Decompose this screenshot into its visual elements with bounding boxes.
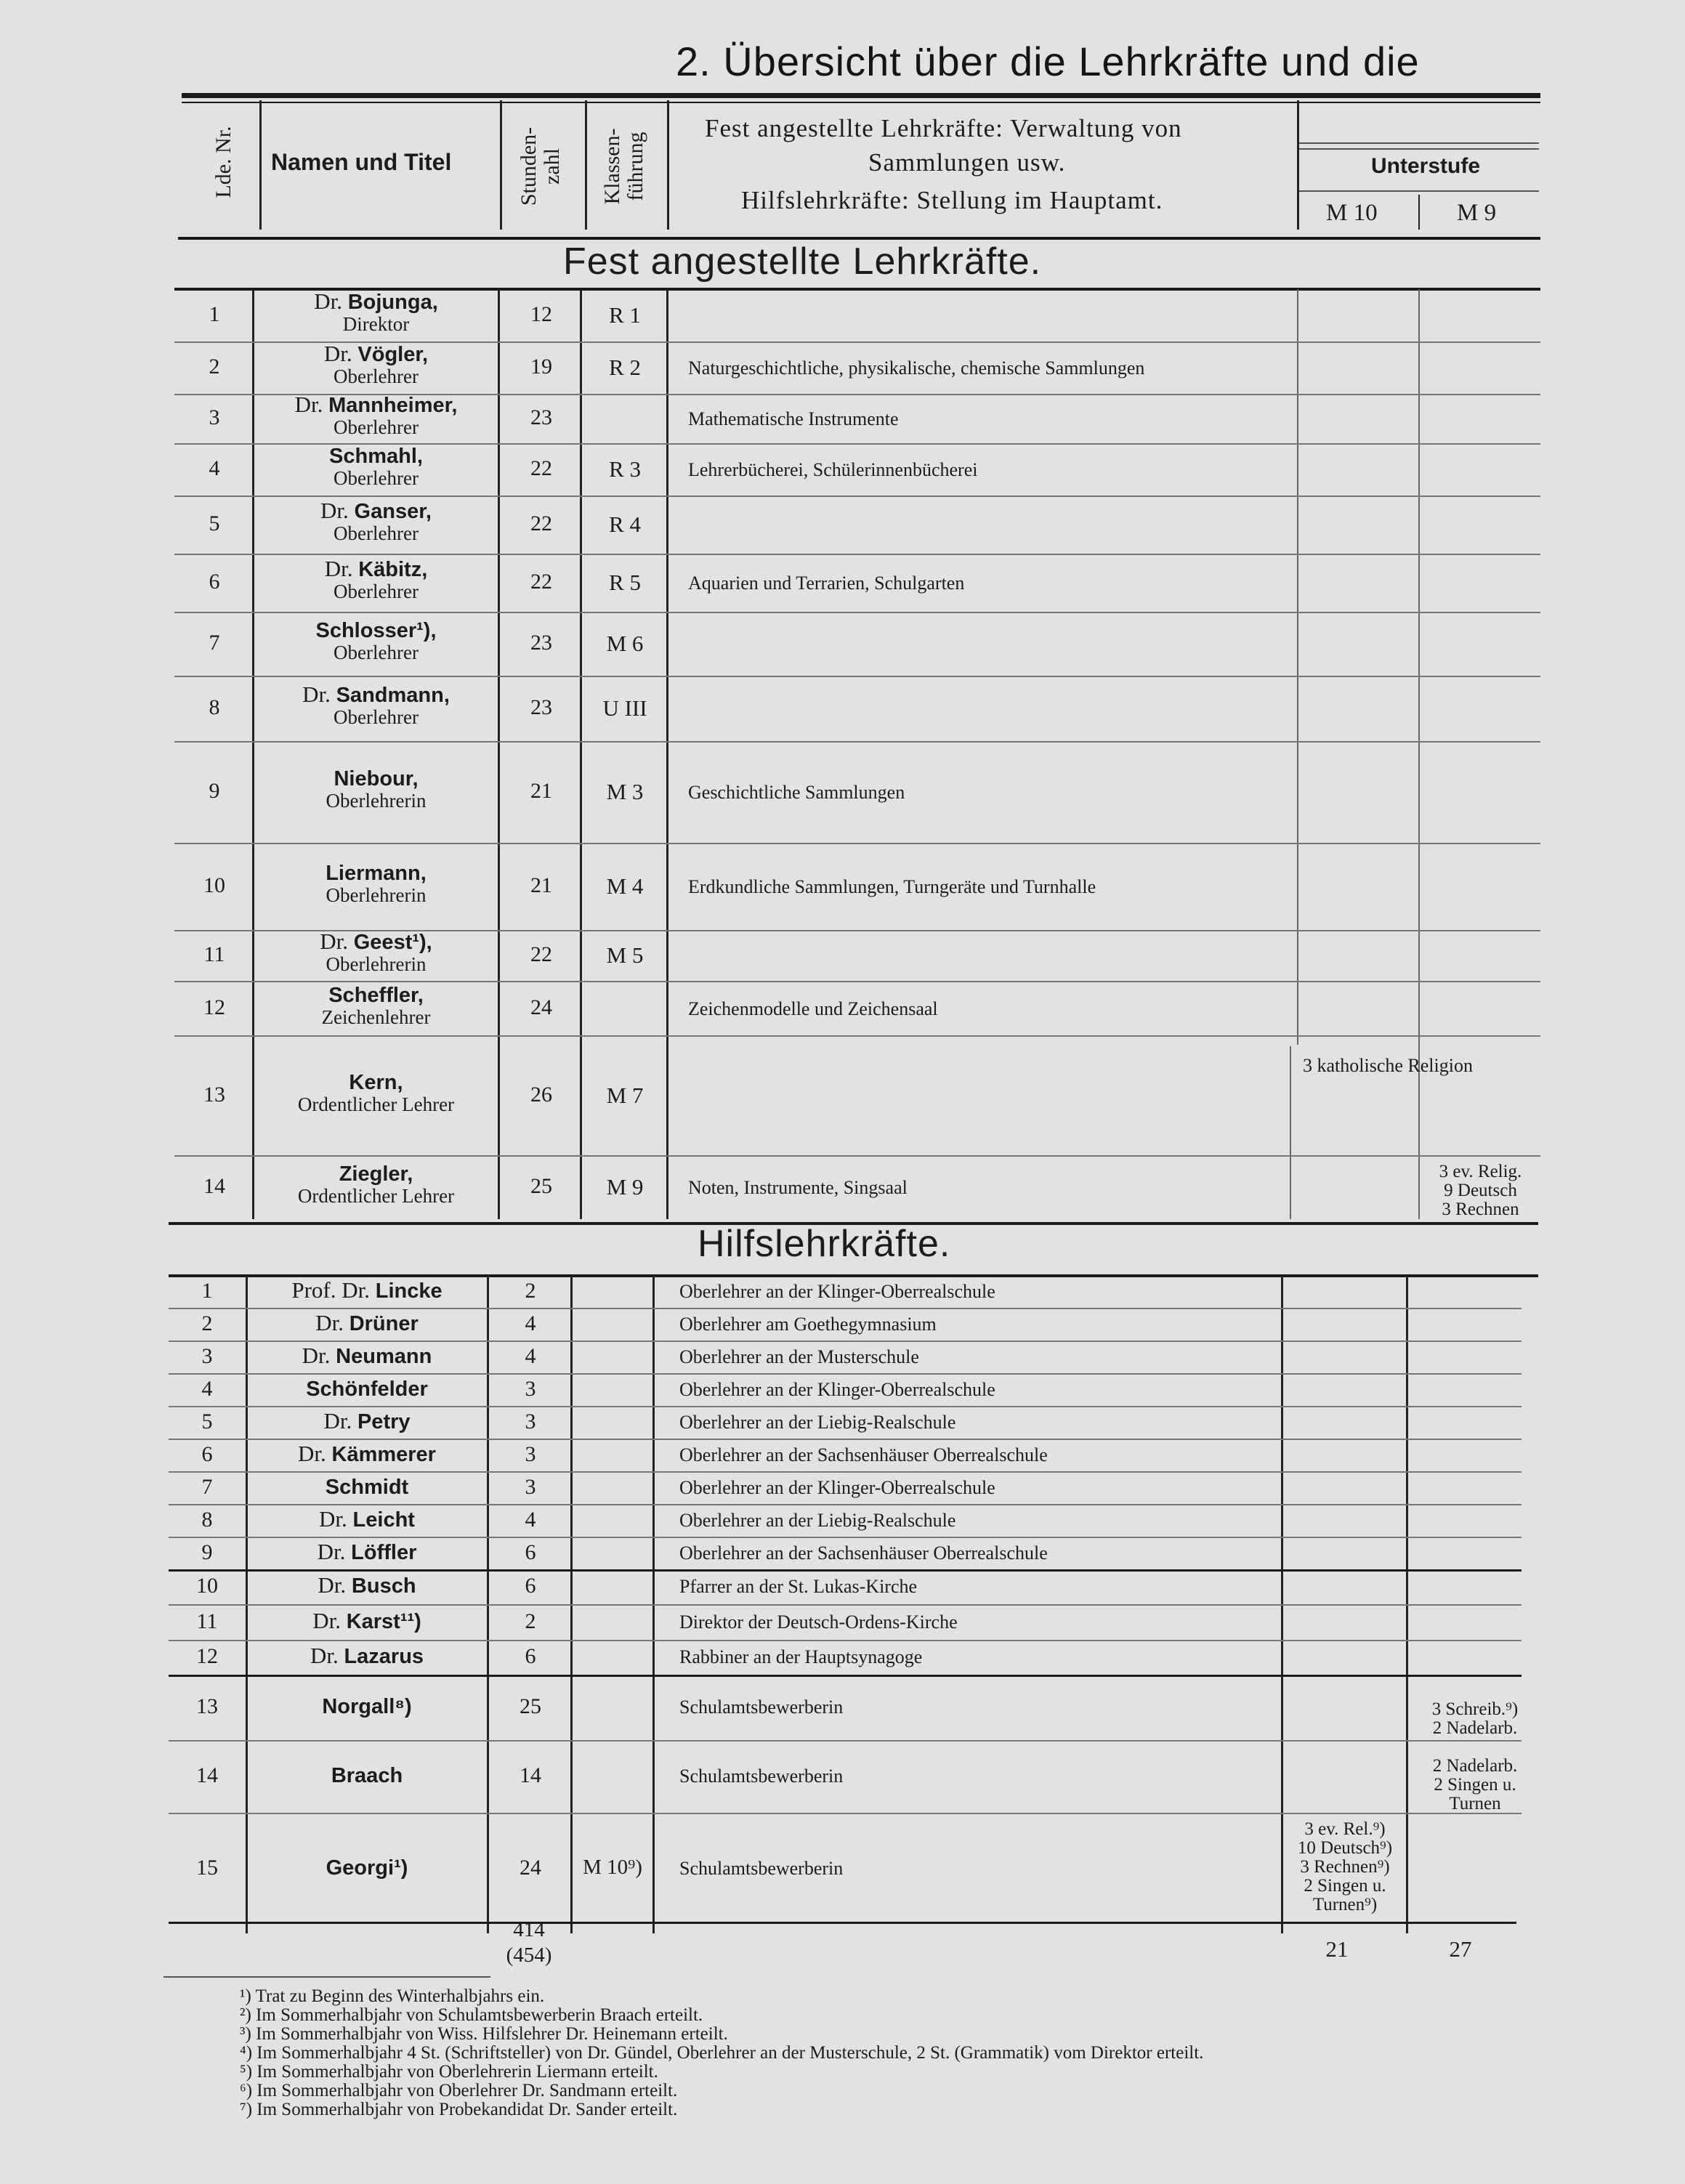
row-line [169, 1340, 1522, 1342]
header-divider [500, 100, 502, 230]
row-number: 6 [209, 570, 220, 594]
row-number: 11 [196, 1609, 218, 1633]
row-line [169, 1675, 1522, 1677]
header-divider [585, 100, 587, 230]
header-desc-2: Sammlungen usw. [868, 148, 1066, 177]
top-rule [182, 93, 1540, 98]
klasse-value: R 4 [609, 511, 641, 537]
stunden-value: 23 [530, 631, 552, 655]
stunden-value: 4 [525, 1311, 536, 1335]
footnote: ⁶) Im Sommerhalbjahr von Oberlehrer Dr. Sandmann erteilt. [240, 2081, 678, 2100]
row-number: 7 [209, 631, 220, 655]
teacher-name: Dr. Lazarus [310, 1643, 424, 1668]
teacher-name: Ziegler, Ordentlicher Lehrer [297, 1162, 455, 1207]
main-position: Oberlehrer am Goethegymnasium [679, 1313, 937, 1335]
main-position: Direktor der Deutsch-Ordens-Kirche [679, 1611, 958, 1633]
duty-description: Naturgeschichtliche, physikalische, chemische Sammlungen [688, 357, 1145, 379]
stunden-value: 3 [525, 1441, 536, 1466]
klasse-value: M 6 [606, 631, 644, 656]
stunden-value: 25 [530, 1174, 552, 1198]
duty-description: Geschichtliche Sammlungen [688, 782, 905, 803]
klasse-value: M 10⁹) [583, 1855, 642, 1879]
teacher-name: Dr. Löffler [317, 1538, 417, 1564]
top-rule-thin [182, 102, 1540, 103]
row-line [169, 1537, 1522, 1538]
stunden-value: 22 [530, 456, 552, 480]
row-number: 12 [203, 995, 225, 1019]
column-divider [1290, 1046, 1291, 1219]
main-position: Schulamtsbewerberin [679, 1696, 844, 1718]
teacher-name: Scheffler, Zeichenlehrer [321, 983, 431, 1028]
stunden-value: 4 [525, 1507, 536, 1532]
teacher-name: Dr. Bojunga, Direktor [314, 288, 438, 335]
row-number: 2 [209, 355, 220, 379]
row-line [174, 843, 1540, 844]
main-position: Oberlehrer an der Liebig-Realschule [679, 1509, 956, 1531]
stunden-value: 4 [525, 1343, 536, 1368]
stunden-value: 6 [525, 1644, 536, 1668]
row-line [169, 1740, 1522, 1742]
header-stunden: Stunden- zahl [517, 126, 564, 206]
row-number: 4 [201, 1376, 213, 1401]
main-position: Oberlehrer an der Klinger-Oberrealschule [679, 1476, 995, 1498]
header-desc-1: Fest angestellte Lehrkräfte: Verwaltung von [705, 114, 1182, 142]
row-number: 1 [209, 302, 220, 326]
stunden-value: 3 [525, 1376, 536, 1401]
teacher-name: Kern, Ordentlicher Lehrer [297, 1070, 455, 1115]
stunden-value: 2 [525, 1609, 536, 1633]
row-number: 3 [209, 405, 220, 429]
column-divider [1297, 289, 1298, 1045]
total-stunden-2: (454) [506, 1944, 552, 1967]
footnote: ⁵) Im Sommerhalbjahr von Oberlehrerin Liermann erteilt. [240, 2062, 658, 2082]
stunden-value: 2 [525, 1279, 536, 1303]
total-m9: 27 [1449, 1936, 1472, 1962]
stunden-value: 14 [520, 1763, 541, 1787]
teacher-name: Braach [331, 1764, 403, 1787]
row-line [169, 1471, 1522, 1473]
column-divider [1418, 289, 1420, 1219]
header-nr: Lde. Nr. [211, 126, 235, 198]
main-position: Oberlehrer an der Sachsenhäuser Oberrealschule [679, 1444, 1048, 1465]
footnote: ⁴) Im Sommerhalbjahr 4 St. (Schriftsteller) von Dr. Gündel, Oberlehrer an der Musterschule, 2 St. (Grammatik) vom Direktor erteilt. [240, 2043, 1204, 2063]
row-line [169, 1813, 1522, 1814]
row-line [174, 554, 1540, 555]
teacher-name: Dr. Neumann [302, 1342, 432, 1368]
totals-rule [169, 1922, 1516, 1924]
row-line [169, 1439, 1522, 1440]
teacher-name: Niebour, Oberlehrerin [326, 767, 427, 812]
stunden-value: 26 [530, 1082, 552, 1107]
klasse-value: M 3 [606, 779, 644, 804]
header-desc-3: Hilfslehrkräfte: Stellung im Hauptamt. [741, 186, 1163, 214]
stunden-value: 3 [525, 1474, 536, 1499]
header-divider [259, 100, 262, 230]
row-line [169, 1569, 1522, 1572]
teacher-name: Schmahl, Oberlehrer [329, 445, 423, 489]
header-divider [1297, 100, 1299, 230]
stunden-value: 21 [530, 873, 552, 897]
teacher-name: Dr. Geest¹), Oberlehrerin [320, 929, 432, 975]
row-number: 10 [203, 873, 225, 897]
klasse-value: M 9 [606, 1174, 644, 1200]
row-line [174, 1035, 1540, 1037]
section-title-hilfs: Hilfslehrkräfte. [698, 1223, 951, 1265]
header-divider [1418, 195, 1420, 230]
stunden-value: 24 [530, 995, 552, 1019]
braach-m9: 2 Nadelarb. 2 Singen u. Turnen [1432, 1756, 1518, 1813]
teacher-name: Dr. Käbitz, Oberlehrer [324, 556, 428, 602]
teacher-name: Schlosser¹), Oberlehrer [315, 619, 437, 663]
header-line [1299, 148, 1539, 150]
row-line [174, 1155, 1540, 1157]
duty-description: Zeichenmodelle und Zeichensaal [688, 998, 938, 1019]
row-number: 4 [209, 456, 220, 480]
klasse-value: R 5 [609, 570, 641, 595]
row-line [174, 741, 1540, 743]
klasse-value: R 3 [609, 456, 641, 482]
row-number: 2 [201, 1311, 213, 1335]
row-line [174, 612, 1540, 613]
header-divider [667, 100, 669, 230]
row-number: 5 [201, 1409, 213, 1433]
main-position: Schulamtsbewerberin [679, 1766, 844, 1787]
georgi-m10: 3 ev. Rel.⁹) 10 Deutsch⁹) 3 Rechnen⁹) 2 Singen u. Turnen⁹) [1297, 1819, 1393, 1914]
stunden-value: 23 [530, 695, 552, 719]
klasse-value: M 5 [606, 942, 644, 968]
main-position: Schulamtsbewerberin [679, 1857, 844, 1879]
row-number: 14 [203, 1174, 225, 1198]
stunden-value: 19 [530, 355, 552, 379]
teacher-name: Dr. Kämmerer [298, 1440, 436, 1466]
row-line [169, 1406, 1522, 1407]
row-number: 15 [196, 1855, 218, 1880]
header-m10: M 10 [1326, 200, 1378, 226]
ziegler-m9: 3 ev. Relig. 9 Deutsch 3 Rechnen [1439, 1162, 1522, 1219]
main-position: Pfarrer an der St. Lukas-Kirche [679, 1576, 918, 1597]
teacher-name: Norgall⁸) [322, 1695, 412, 1718]
main-position: Oberlehrer an der Klinger-Oberrealschule [679, 1281, 995, 1302]
klasse-value: R 1 [609, 302, 641, 328]
row-number: 9 [201, 1540, 213, 1564]
section-title-fest: Fest angestellte Lehrkräfte. [563, 240, 1042, 283]
row-number: 11 [203, 942, 225, 966]
row-line [174, 676, 1540, 677]
footnote: ²) Im Sommerhalbjahr von Schulamtsbewerberin Braach erteilt. [240, 2005, 703, 2025]
teacher-name: Schönfelder [306, 1377, 428, 1401]
footnote: ⁷) Im Sommerhalbjahr von Probekandidat Dr. Sander erteilt. [240, 2100, 678, 2119]
header-name: Namen und Titel [271, 149, 452, 175]
klasse-value: M 7 [606, 1082, 644, 1108]
footnotes [240, 1987, 1203, 2119]
page-title: 2. Übersicht über die Lehrkräfte und die [676, 39, 1420, 84]
stunden-value: 22 [530, 942, 552, 966]
teacher-name: Dr. Petry [323, 1407, 411, 1433]
column-divider [498, 289, 500, 1219]
row-line [169, 1504, 1522, 1505]
main-position: Oberlehrer an der Liebig-Realschule [679, 1411, 956, 1433]
row-number: 8 [201, 1507, 213, 1532]
duty-description: Aquarien und Terrarien, Schulgarten [688, 573, 965, 594]
footnote-rule [163, 1976, 490, 1978]
total-m10: 21 [1325, 1936, 1349, 1962]
row-number: 9 [209, 779, 220, 803]
stunden-value: 6 [525, 1574, 536, 1598]
duty-description: Mathematische Instrumente [688, 408, 899, 429]
footnote: ¹) Trat zu Beginn des Winterhalbjahrs ein. [240, 1986, 545, 2006]
row-number: 12 [196, 1644, 218, 1668]
stunden-value: 24 [520, 1855, 541, 1880]
main-position: Oberlehrer an der Musterschule [679, 1346, 919, 1367]
duty-description: Noten, Instrumente, Singsaal [688, 1177, 908, 1198]
teacher-name: Dr. Ganser, Oberlehrer [320, 498, 432, 544]
stunden-value: 6 [525, 1540, 536, 1564]
row-line [169, 1604, 1522, 1606]
header-unterstufe: Unterstufe [1371, 154, 1481, 178]
stunden-value: 23 [530, 405, 552, 429]
stunden-value: 22 [530, 511, 552, 535]
main-position: Rabbiner an der Hauptsynagoge [679, 1646, 923, 1667]
main-position: Oberlehrer an der Klinger-Oberrealschule [679, 1378, 995, 1400]
teacher-name: Dr. Karst¹¹) [312, 1607, 421, 1633]
klasse-value: M 4 [606, 873, 644, 899]
row-number: 3 [201, 1343, 213, 1368]
footnote: ³) Im Sommerhalbjahr von Wiss. Hilfslehrer Dr. Heinemann erteilt. [240, 2024, 728, 2044]
teacher-name: Georgi¹) [326, 1856, 408, 1880]
row-number: 13 [203, 1082, 225, 1107]
row-number: 5 [209, 511, 220, 535]
teacher-name: Liermann, Oberlehrerin [326, 862, 427, 906]
duty-description: Lehrerbücherei, Schülerinnenbücherei [688, 459, 978, 480]
row-line [174, 496, 1540, 497]
teacher-name: Prof. Dr. Lincke [291, 1277, 443, 1303]
duty-description: Erdkundliche Sammlungen, Turngeräte und Turnhalle [688, 876, 1096, 897]
row-line [169, 1373, 1522, 1375]
norgall-m9: 3 Schreib.⁹) 2 Nadelarb. [1431, 1699, 1519, 1738]
row-number: 10 [196, 1574, 218, 1598]
row-line [169, 1640, 1522, 1641]
teacher-name: Schmidt [325, 1475, 409, 1499]
stunden-value: 22 [530, 570, 552, 594]
teacher-name: Dr. Leicht [319, 1505, 415, 1532]
main-position: Oberlehrer an der Sachsenhäuser Oberrealschule [679, 1542, 1048, 1564]
teacher-name: Dr. Vögler, Oberlehrer [323, 341, 429, 387]
teacher-name: Dr. Drüner [315, 1309, 419, 1335]
teacher-name: Dr. Sandmann, Oberlehrer [302, 682, 450, 728]
stunden-value: 3 [525, 1409, 536, 1433]
row-number: 7 [201, 1474, 213, 1499]
kern-unterstufe: 3 katholische Religion [1303, 1055, 1473, 1076]
row-number: 6 [201, 1441, 213, 1466]
klasse-value: U III [602, 695, 647, 721]
row-line [174, 981, 1540, 982]
stunden-value: 25 [520, 1694, 541, 1718]
klasse-value: R 2 [609, 355, 641, 380]
header-m9: M 9 [1457, 200, 1497, 226]
row-number: 8 [209, 695, 220, 719]
header-line [1299, 142, 1539, 144]
row-number: 14 [196, 1763, 218, 1787]
teacher-name: Dr. Busch [318, 1572, 416, 1598]
column-divider [580, 289, 582, 1219]
row-number: 1 [201, 1279, 213, 1303]
row-line [169, 1308, 1522, 1309]
teacher-name: Dr. Mannheimer, Oberlehrer [294, 392, 458, 438]
header-line [1299, 190, 1539, 192]
header-klassen: Klassen- führung [600, 128, 647, 205]
stunden-value: 12 [530, 302, 552, 326]
total-stunden-1: 414 [513, 1918, 545, 1941]
stunden-value: 21 [530, 779, 552, 803]
column-divider [666, 289, 668, 1219]
row-number: 13 [196, 1694, 218, 1718]
